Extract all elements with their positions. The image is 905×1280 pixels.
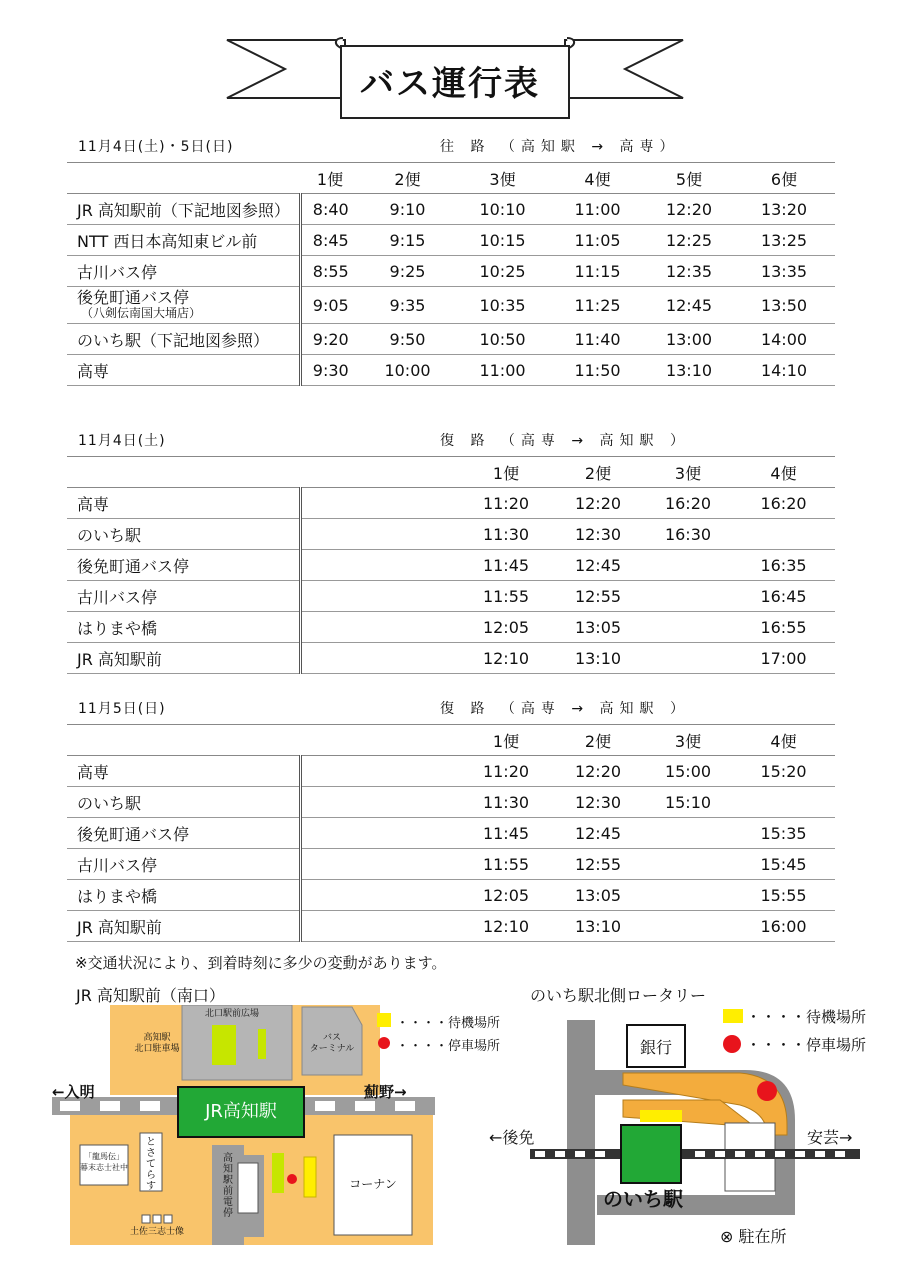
header-blank (300, 725, 460, 756)
time-cell: 11:15 (550, 256, 645, 287)
stop-name: 古川バス停 (67, 849, 300, 880)
header-cell: 6便 (733, 163, 835, 194)
time-cell (732, 787, 835, 818)
time-cell: 9:30 (300, 355, 360, 386)
tosaterasu-label: とさてらす (146, 1137, 156, 1192)
time-cell: 9:35 (360, 287, 455, 324)
wait-legend-swatch (377, 1013, 391, 1027)
time-cell: 15:00 (644, 756, 732, 787)
iriake-arrow: ←入明 (52, 1083, 95, 1101)
spacer-cell (300, 911, 460, 942)
time-cell: 9:25 (360, 256, 455, 287)
time-cell: 11:55 (460, 581, 552, 612)
header-cell: 1便 (460, 457, 552, 488)
noichi-map-title: のいち駅北側ロータリー (530, 986, 707, 1005)
header-cell: 2便 (360, 163, 455, 194)
wait-legend-swatch (723, 1009, 743, 1023)
konan-label: コーナン (349, 1177, 397, 1191)
time-cell: 12:45 (552, 550, 644, 581)
time-cell: 11:25 (550, 287, 645, 324)
spacer-cell (300, 581, 460, 612)
table-row (67, 324, 835, 355)
time-cell: 16:35 (732, 550, 835, 581)
noichi-station-label: のいち駅 (603, 1187, 683, 1211)
page-title: バス運行表 (360, 64, 540, 104)
table-row (67, 194, 835, 225)
time-cell: 15:45 (732, 849, 835, 880)
spacer-cell (300, 880, 460, 911)
header-cell: 4便 (550, 163, 645, 194)
time-cell: 13:25 (733, 225, 835, 256)
time-cell: 13:50 (733, 287, 835, 324)
return-sun-direction: 復 路 （高専 → 高知駅 ） (440, 701, 690, 717)
stop-name: 古川バス停 (67, 256, 300, 287)
time-cell: 17:00 (732, 643, 835, 674)
police-box-label: ⊗ 駐在所 (720, 1227, 787, 1246)
stop-name: のいち駅 (67, 787, 300, 818)
kochi-station-label: JR高知駅 (205, 1101, 277, 1122)
spacer-cell (300, 488, 460, 519)
time-cell: 11:30 (460, 787, 552, 818)
time-cell: 8:45 (300, 225, 360, 256)
outbound-direction: 往 路 （高知駅 → 高専） (440, 139, 680, 155)
aki-arrow: 安芸→ (807, 1128, 853, 1147)
return-sun-date: 11月5日(日) (78, 701, 166, 717)
time-cell (644, 849, 732, 880)
time-cell: 14:00 (733, 324, 835, 355)
time-cell: 9:20 (300, 324, 360, 355)
time-cell: 16:20 (644, 488, 732, 519)
time-cell: 12:35 (645, 256, 733, 287)
time-cell: 15:10 (644, 787, 732, 818)
table-header-row (67, 163, 835, 194)
stop-name: 古川バス停 (67, 581, 300, 612)
time-cell: 12:55 (552, 849, 644, 880)
noichi-wait-legend: ・・・・待機場所 (746, 1008, 867, 1026)
stop-name: 後免町通バス停 (67, 550, 300, 581)
time-cell: 16:45 (732, 581, 835, 612)
header-cell: 2便 (552, 457, 644, 488)
time-cell: 13:35 (733, 256, 835, 287)
time-cell: 10:10 (455, 194, 550, 225)
time-cell: 9:05 (300, 287, 360, 324)
time-cell: 11:40 (550, 324, 645, 355)
return-sat-direction: 復 路 （高専 → 高知駅 ） (440, 433, 690, 449)
table-row (67, 880, 835, 911)
time-cell: 13:10 (645, 355, 733, 386)
stop-name-cell (67, 287, 300, 324)
stop-name: 高専 (67, 355, 300, 386)
kochi-map-title: JR 高知駅前（南口） (76, 986, 225, 1005)
time-cell: 15:55 (732, 880, 835, 911)
time-cell: 12:30 (552, 519, 644, 550)
time-cell: 12:20 (645, 194, 733, 225)
table-row (67, 287, 835, 324)
time-cell (644, 911, 732, 942)
azono-arrow: 薊野→ (364, 1083, 407, 1101)
gomen-arrow: ←後免 (489, 1128, 535, 1147)
spacer-cell (300, 519, 460, 550)
time-cell (644, 581, 732, 612)
stop-name: NTT 西日本高知東ビル前 (67, 225, 300, 256)
time-cell: 8:55 (300, 256, 360, 287)
table-row (67, 355, 835, 386)
time-cell: 8:40 (300, 194, 360, 225)
bank-label: 銀行 (639, 1038, 672, 1057)
time-cell: 16:00 (732, 911, 835, 942)
spacer-cell (300, 849, 460, 880)
spacer-cell (300, 787, 460, 818)
stop-name: のいち駅 (67, 519, 300, 550)
return-sun-table (67, 724, 835, 942)
header-blank (67, 457, 300, 488)
outbound-table (67, 162, 835, 386)
spacer-cell (300, 818, 460, 849)
return-sat-date: 11月4日(土) (78, 433, 166, 449)
time-cell: 11:20 (460, 756, 552, 787)
header-blank (300, 457, 460, 488)
traffic-note: ※交通状況により、到着時刻に多少の変動があります。 (75, 954, 447, 972)
stop-name: はりまや橋 (67, 612, 300, 643)
table-row (67, 225, 835, 256)
stop-name: 高専 (67, 756, 300, 787)
header-blank (67, 163, 300, 194)
time-cell: 11:05 (550, 225, 645, 256)
table-header-row (67, 457, 835, 488)
time-cell: 12:10 (460, 911, 552, 942)
time-cell: 13:10 (552, 911, 644, 942)
table-row (67, 612, 835, 643)
table-row (67, 756, 835, 787)
time-cell: 12:10 (460, 643, 552, 674)
stop-name: JR 高知駅前 (67, 643, 300, 674)
table-row (67, 849, 835, 880)
time-cell: 11:30 (460, 519, 552, 550)
return-sat-table (67, 456, 835, 674)
header-cell: 3便 (644, 457, 732, 488)
stop-name: 高専 (67, 488, 300, 519)
stop-name: JR 高知駅前（下記地図参照） (67, 194, 300, 225)
statue-label: 土佐三志士像 (129, 1227, 184, 1237)
time-cell (644, 880, 732, 911)
time-cell: 12:30 (552, 787, 644, 818)
time-cell: 11:00 (455, 355, 550, 386)
time-cell (644, 612, 732, 643)
stop-legend-swatch (723, 1035, 741, 1053)
time-cell: 10:35 (455, 287, 550, 324)
header-cell: 2便 (552, 725, 644, 756)
time-cell: 10:25 (455, 256, 550, 287)
time-cell (732, 519, 835, 550)
header-cell: 3便 (455, 163, 550, 194)
time-cell: 16:20 (732, 488, 835, 519)
table-row (67, 643, 835, 674)
header-cell: 4便 (732, 457, 835, 488)
table-row (67, 818, 835, 849)
table-row (67, 256, 835, 287)
time-cell: 12:20 (552, 756, 644, 787)
time-cell: 12:45 (552, 818, 644, 849)
stop-name: 後免町通バス停 (67, 818, 300, 849)
table-row (67, 581, 835, 612)
header-cell: 4便 (732, 725, 835, 756)
time-cell: 16:55 (732, 612, 835, 643)
spacer-cell (300, 643, 460, 674)
header-cell: 5便 (645, 163, 733, 194)
time-cell: 11:50 (550, 355, 645, 386)
time-cell: 15:20 (732, 756, 835, 787)
time-cell: 11:45 (460, 550, 552, 581)
stop-name: 後免町通バス停 (77, 288, 190, 307)
stop-subname: （八剣伝南国大埇店） (81, 306, 202, 320)
time-cell (644, 643, 732, 674)
time-cell: 16:30 (644, 519, 732, 550)
bus-terminal-label: バス ターミナル (309, 1033, 355, 1054)
time-cell: 9:10 (360, 194, 455, 225)
table-header-row (67, 725, 835, 756)
table-row (67, 488, 835, 519)
time-cell: 12:05 (460, 880, 552, 911)
time-cell: 15:35 (732, 818, 835, 849)
header-blank (67, 725, 300, 756)
kochi-stop-legend: ・・・・停車場所 (396, 1039, 501, 1054)
time-cell: 9:15 (360, 225, 455, 256)
time-cell: 11:20 (460, 488, 552, 519)
time-cell: 10:00 (360, 355, 455, 386)
header-cell: 1便 (460, 725, 552, 756)
time-cell: 13:00 (645, 324, 733, 355)
time-cell: 11:00 (550, 194, 645, 225)
time-cell: 13:20 (733, 194, 835, 225)
stop-name: JR 高知駅前 (67, 911, 300, 942)
time-cell: 13:05 (552, 612, 644, 643)
stop-legend-swatch (378, 1037, 390, 1049)
time-cell: 13:10 (552, 643, 644, 674)
north-plaza-label: 北口駅前広場 (204, 1009, 259, 1019)
kochi-wait-legend: ・・・・待機場所 (396, 1016, 501, 1031)
time-cell: 11:45 (460, 818, 552, 849)
time-cell: 14:10 (733, 355, 835, 386)
time-cell: 10:15 (455, 225, 550, 256)
parking-label: 高知駅 北口駐車場 (134, 1033, 180, 1054)
time-cell: 10:50 (455, 324, 550, 355)
tram-stop-label: 高知駅前電停 (223, 1153, 233, 1219)
noichi-stop-legend: ・・・・停車場所 (746, 1036, 867, 1054)
spacer-cell (300, 550, 460, 581)
time-cell: 12:25 (645, 225, 733, 256)
spacer-cell (300, 756, 460, 787)
time-cell: 13:05 (552, 880, 644, 911)
time-cell: 12:45 (645, 287, 733, 324)
table-row (67, 550, 835, 581)
time-cell (644, 818, 732, 849)
time-cell: 12:20 (552, 488, 644, 519)
outbound-date: 11月4日(土)・5日(日) (78, 139, 234, 155)
stop-name: はりまや橋 (67, 880, 300, 911)
time-cell: 12:55 (552, 581, 644, 612)
time-cell: 9:50 (360, 324, 455, 355)
table-row (67, 787, 835, 818)
time-cell: 11:55 (460, 849, 552, 880)
ryomaden-label: 「龍馬伝」 幕末志士社中 (80, 1152, 128, 1172)
header-cell: 1便 (300, 163, 360, 194)
table-row (67, 911, 835, 942)
time-cell: 12:05 (460, 612, 552, 643)
table-row (67, 519, 835, 550)
time-cell (644, 550, 732, 581)
header-cell: 3便 (644, 725, 732, 756)
spacer-cell (300, 612, 460, 643)
stop-name: のいち駅（下記地図参照） (67, 324, 300, 355)
